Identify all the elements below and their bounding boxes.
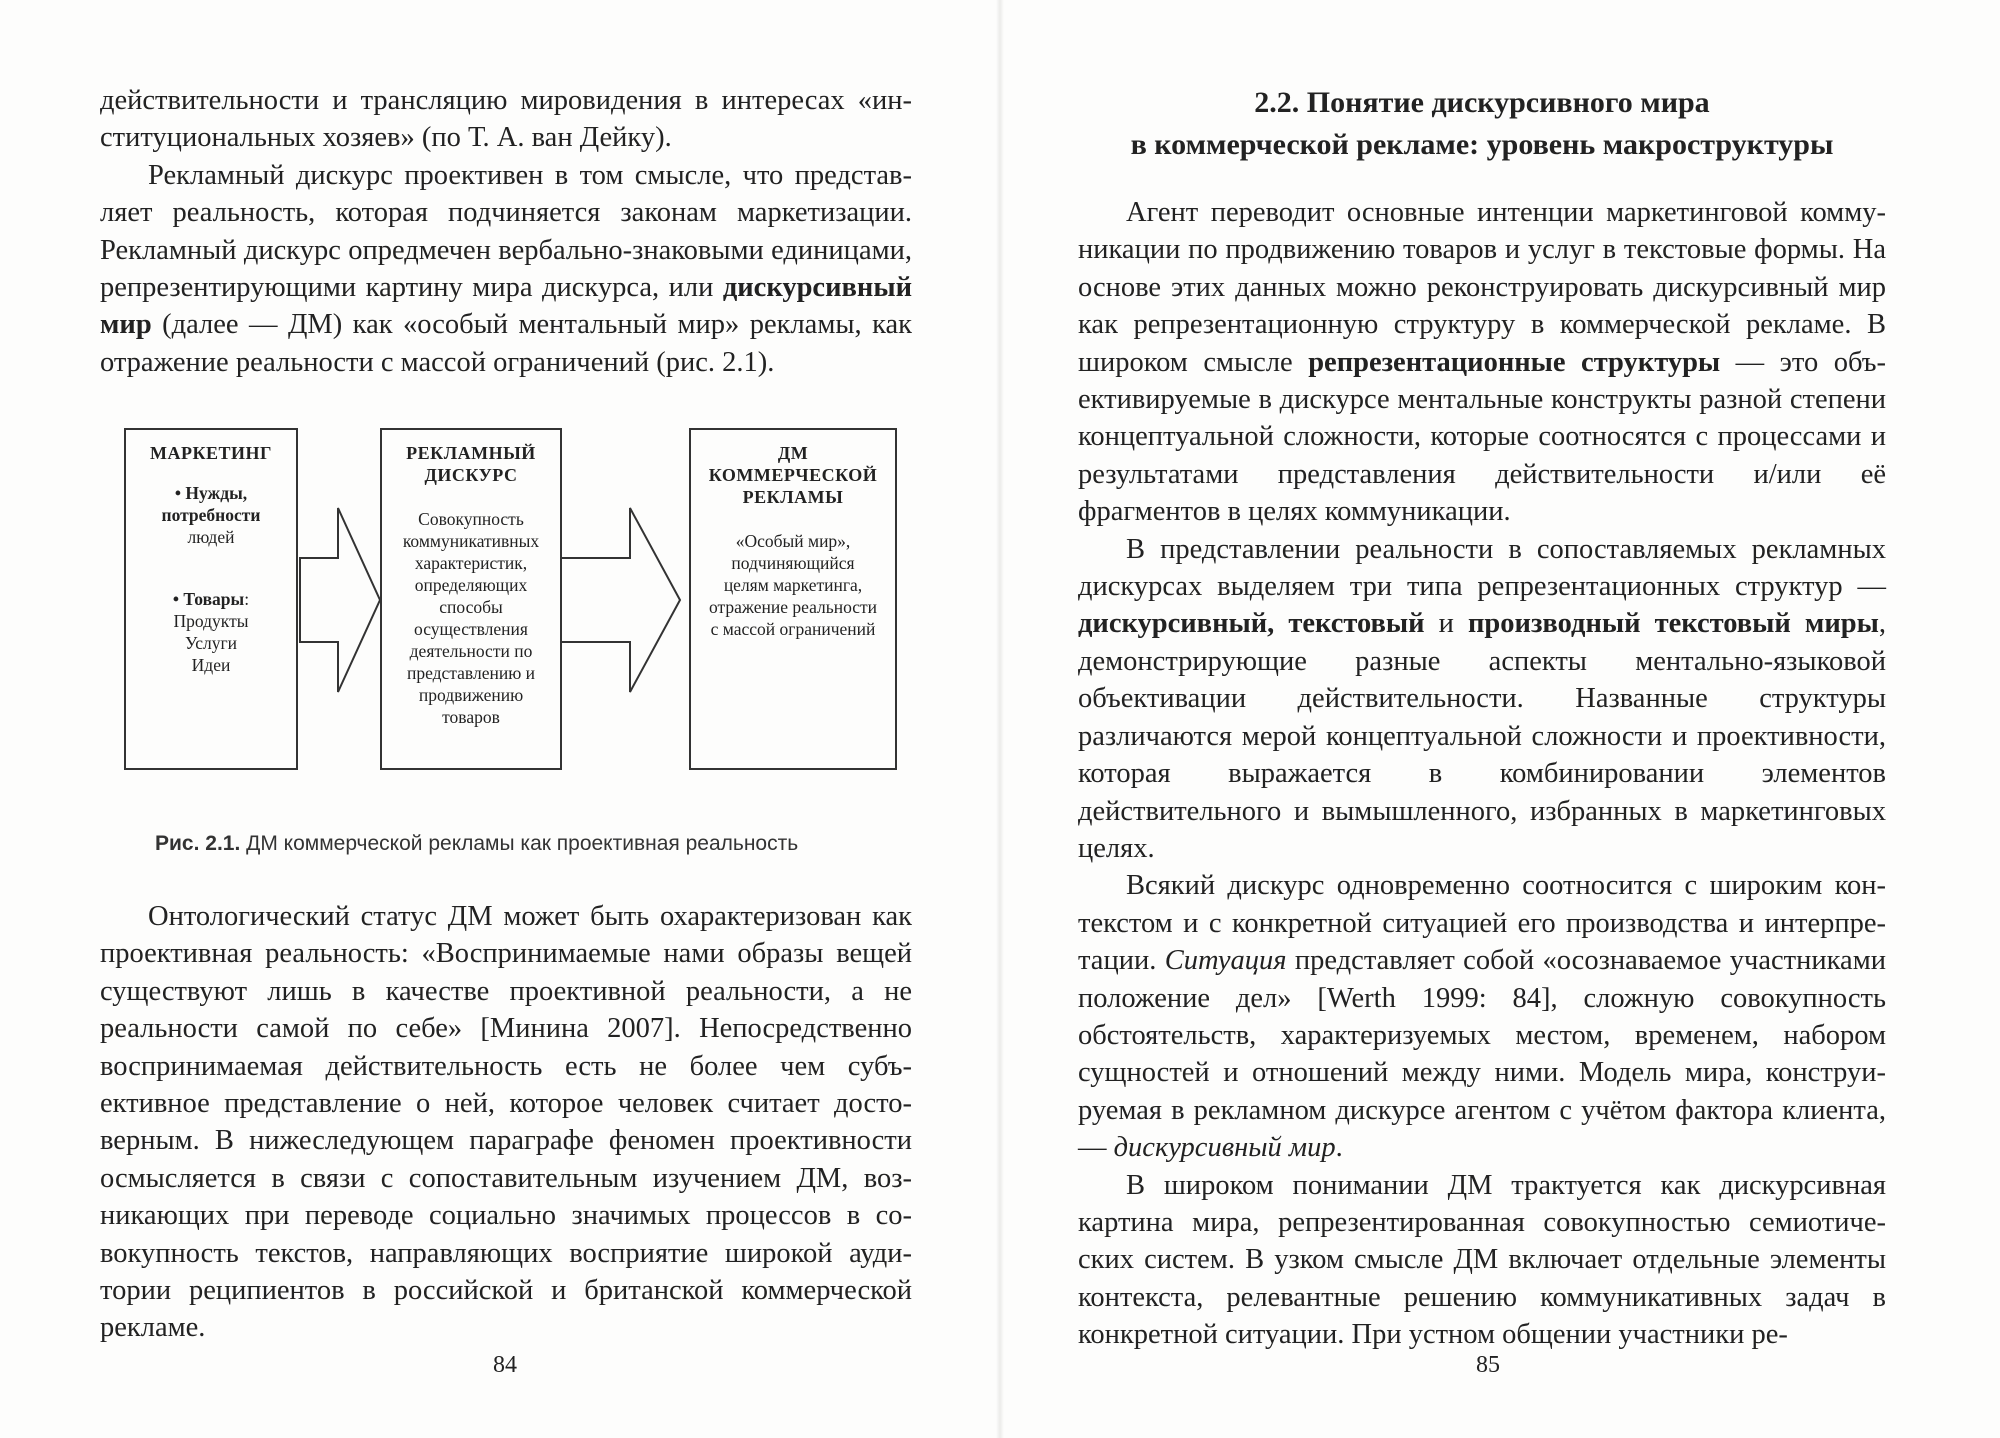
figure-caption: Рис. 2.1. ДМ коммерческой рекламы как проективная реальность bbox=[155, 832, 799, 855]
term-discursive-world: дискурсивный мир bbox=[100, 272, 912, 341]
section-heading: 2.2. Понятие дискурсивного мира в коммерческой рекламе: уровень макроструктуры bbox=[1130, 86, 1834, 161]
right-paragraph-1: Агент переводит основные интенции маркетинговой коммуникации по продвижению товаров и услуг в текстовые формы. На основе этих данных можно реконструировать дискурсивный мир как репрезентационную структуру в коммерческой рекламе. В широком смысле репрезентационные структуры — это объективируемые в дискурсе ментальные конструкты разной степени концептуальной сложности, которые соотносятся с процессами и результатами представления действительности и/или её фрагментов в целях коммуникации. bbox=[1078, 197, 1887, 528]
term-representational-structures: репрезентационные структуры bbox=[1308, 346, 1721, 378]
left-paragraph-2: Рекламный дискурс проективен в том смысле, что представляет реальность, которая подчиняется законам маркетизации. Рекламный дискурс опредмечен вербально-знаковыми единицами, репрезентирующими картину мира дискурса, или дискурсивный мир (далее — ДМ) как «особый ментальный мир» рекламы, как отражение реальности с массой ограничений (рис. 2.1). bbox=[100, 159, 912, 378]
right-text bbox=[1078, 194, 1886, 1354]
right-paragraph-4: В широком понимании ДМ трактуется как дискурсивная картина мира, репрезентированная совокупностью семиотических систем. В узком смысле ДМ включает отдельные элементы контекста, релевантные решению коммуникативных задач в конкретной ситуации. При устном общении участники ре- bbox=[1078, 1169, 1886, 1351]
box-dm-commercial-advertising: ДМ КОММЕРЧЕСКОЙ РЕКЛАМЫ «Особый мир», подчиняющийся целям маркетинга, отражение реальности с массой ограничений bbox=[689, 428, 897, 770]
box-advertising-discourse: РЕКЛАМНЫЙ ДИСКУРС Совокупность коммуникативных характеристик, определяющих способы осуществления деятельности по представлению и продвижению товаров bbox=[380, 428, 562, 770]
left-paragraph-1: действительности и трансляцию мировидения в интересах «институциональных хозяев» (по Т. А. ван Дейку). bbox=[100, 85, 912, 154]
page-number-right: 85 bbox=[1476, 1352, 1500, 1378]
page-number-left: 84 bbox=[493, 1352, 517, 1378]
right-paragraph-2: В представлении реальности в сопоставляемых рекламных дискурсах выделяем три типа репрезентационных структур — дискурсивный, текстовый и производный текстовый миры, демонстрирующие разные аспекты ментально-языковой объективации действительности. Названные структуры различаются мерой концептуальной сложности и проективности, которая выражается в комбинировании элементов действительного и вымышленного, избранных в маркетинговых целях. bbox=[1078, 533, 1886, 864]
left-paragraph-3: Онтологический статус ДМ может быть охарактеризован как проективная реальность: «Воспринимаемые нами образы вещей существуют лишь в качестве проективной реальности, а не реальности самой по себе» [Минина 2007]. Непосредственно воспринимаемая действительность есть не более чем субъективное представление о ней, которое человек считает достоверным. В нижеследующем параграфе феномен проективности осмысляется в связи с сопоставительным изучением ДМ, возникающих при переводе социально значимых процессов в совокупность текстов, направляющих восприятие широкой аудитории реципиентов в российской и британской коммерческой рекламе. bbox=[100, 901, 912, 1344]
box-marketing: МАРКЕТИНГ • Нужды, потребности людей • Товары: Продукты Услуги Идеи bbox=[124, 428, 298, 770]
right-paragraph-3: Всякий дискурс одновременно соотносится с широким контекстом и с конкретной ситуацией его производства и интерпретации. Ситуация представляет собой «осознаваемое участниками положение дел» [Werth 1999: 84], сложную совокупность обстоятельств, характеризуемых местом, временем, набором сущностей и отношений между ними. Модель мира, конструируемая в рекламном дискурсе агентом с учётом фактора клиента, — дискурсивный мир. bbox=[1078, 870, 1886, 1164]
